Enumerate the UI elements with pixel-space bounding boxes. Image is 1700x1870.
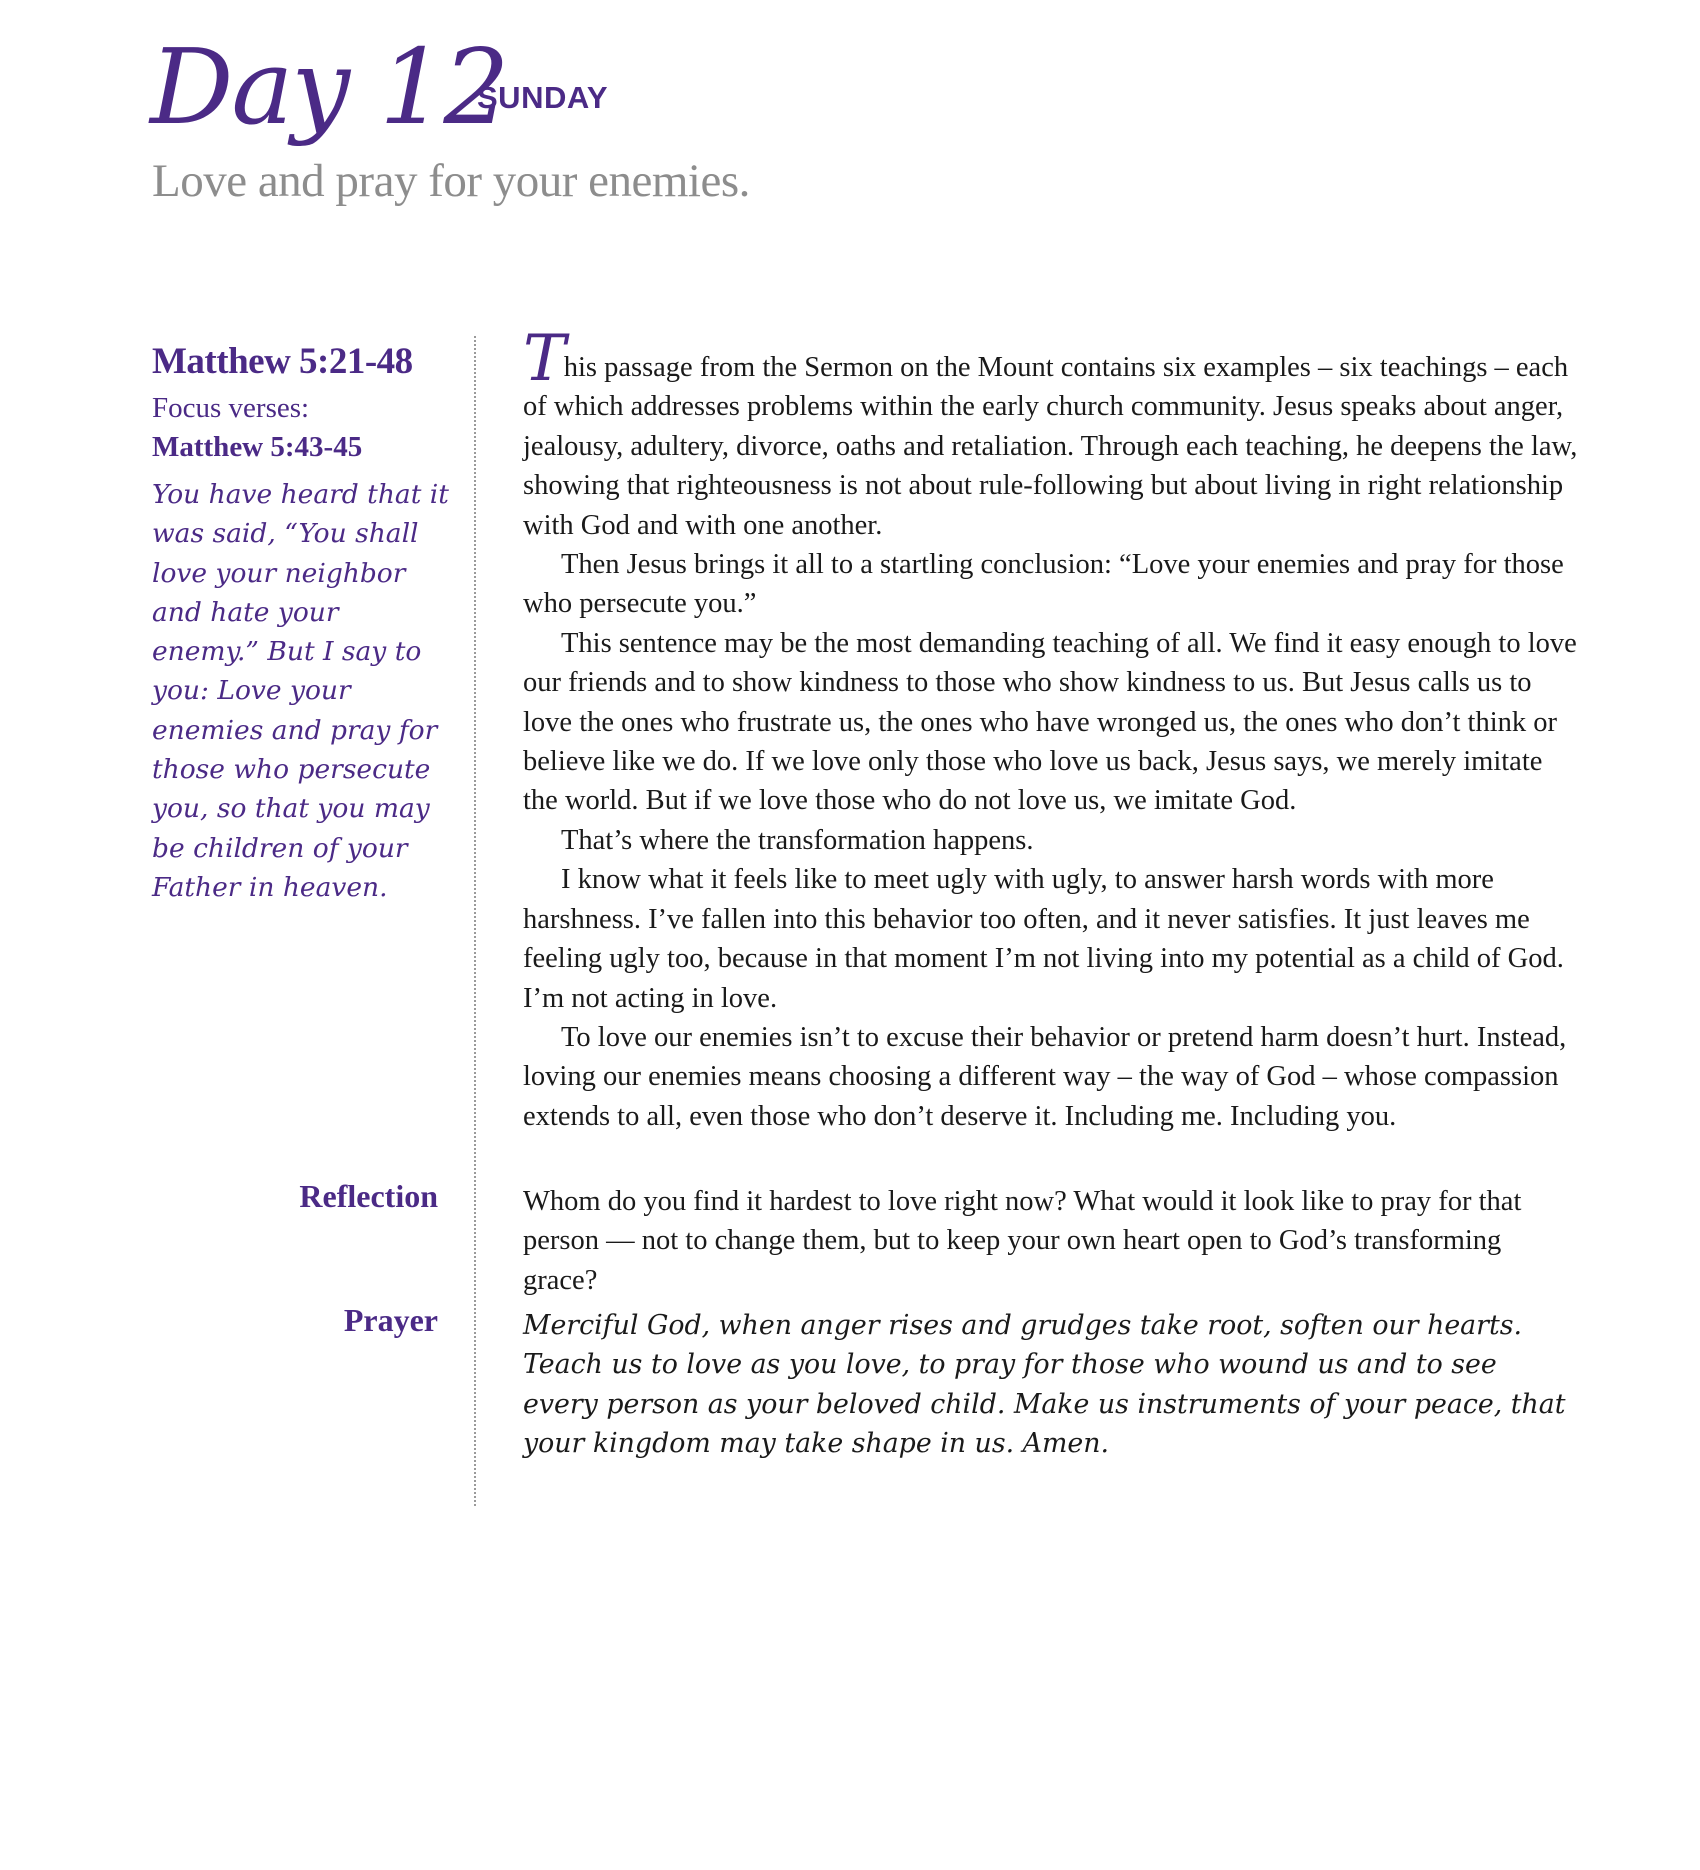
drop-cap: T: [523, 322, 566, 396]
reflection-text: Whom do you find it hardest to love right now? What would it look like to pray for that person — not to change them, but to keep your own heart open to God’s transforming grace?: [523, 1186, 1522, 1296]
reflection-label: Reflection: [299, 1178, 438, 1214]
dotted-divider: [474, 336, 476, 1506]
scripture-reference: Matthew 5:21-48: [152, 341, 413, 382]
page-subtitle: Love and pray for your enemies.: [152, 155, 750, 207]
body-paragraph: To love our enemies isn’t to excuse their behavior or pretend harm doesn’t hurt. Instead, loving our enemies means choosing a different way – the way of God – whose compassion extends to all, even those who don’t deserve it. Including me. Including you.: [523, 1021, 1567, 1132]
body-paragraph: [523, 322, 1581, 545]
prayer-label: Prayer: [343, 1302, 438, 1338]
body-paragraph: I know what it feels like to meet ugly with ugly, to answer harsh words with more harshness. I’ve fallen into this behavior too often, and it never satisfies. It just leaves me feeling ugly too, because in that moment I’m not living into my potential as a child of God. I’m not acting in love.: [523, 864, 1564, 1014]
body-paragraph: This sentence may be the most demanding teaching of all. We find it easy enough to love our friends and to show kindness to those who show kindness to us. But Jesus calls us to love the ones who frustrate us, the ones who have wronged us, the ones who don’t think or believe like we do. If we love only those who love us back, Jesus says, we merely imitate the world. But if we love those who do not love us, we imitate God.: [523, 627, 1577, 817]
body-paragraph: Then Jesus brings it all to a startling conclusion: “Love your enemies and pray for those who persecute you.”: [523, 549, 1564, 620]
focus-verses-reference: Matthew 5:43-45: [152, 431, 363, 463]
focus-verses-quote: You have heard that it was said, “You shall love your neighbor and hate your enemy.” But I say to you: Love your enemies and pray for those who persecute you, so that you may be children of your Father in heaven.: [152, 479, 449, 903]
weekday-label: SUNDAY: [477, 80, 609, 115]
scripture-sidebar: [152, 335, 452, 907]
focus-verses-label: Focus verses:: [152, 392, 310, 424]
day-title: Day 12: [150, 26, 508, 148]
prayer-text: Merciful God, when anger rises and grudges take root, soften our hearts. Teach us to love as you love, to pray for those who wound us and to see every person as your beloved child. Make us instruments of your peace, that your kingdom may take shape in us. Amen.: [523, 1310, 1566, 1460]
body-paragraph: That’s where the transformation happens.: [561, 824, 1034, 856]
first-paragraph-text: his passage from the Sermon on the Mount contains six examples – six teachings – each of which addresses problems within the early church community. Jesus speaks about anger, jealousy, adultery, divorce, oaths and retaliation. Through each teaching, he deepens the law, showing that righteousness is not about rule-following but about living in right relationship with God and with one another.: [523, 352, 1578, 541]
devotional-body: [523, 322, 1581, 1136]
